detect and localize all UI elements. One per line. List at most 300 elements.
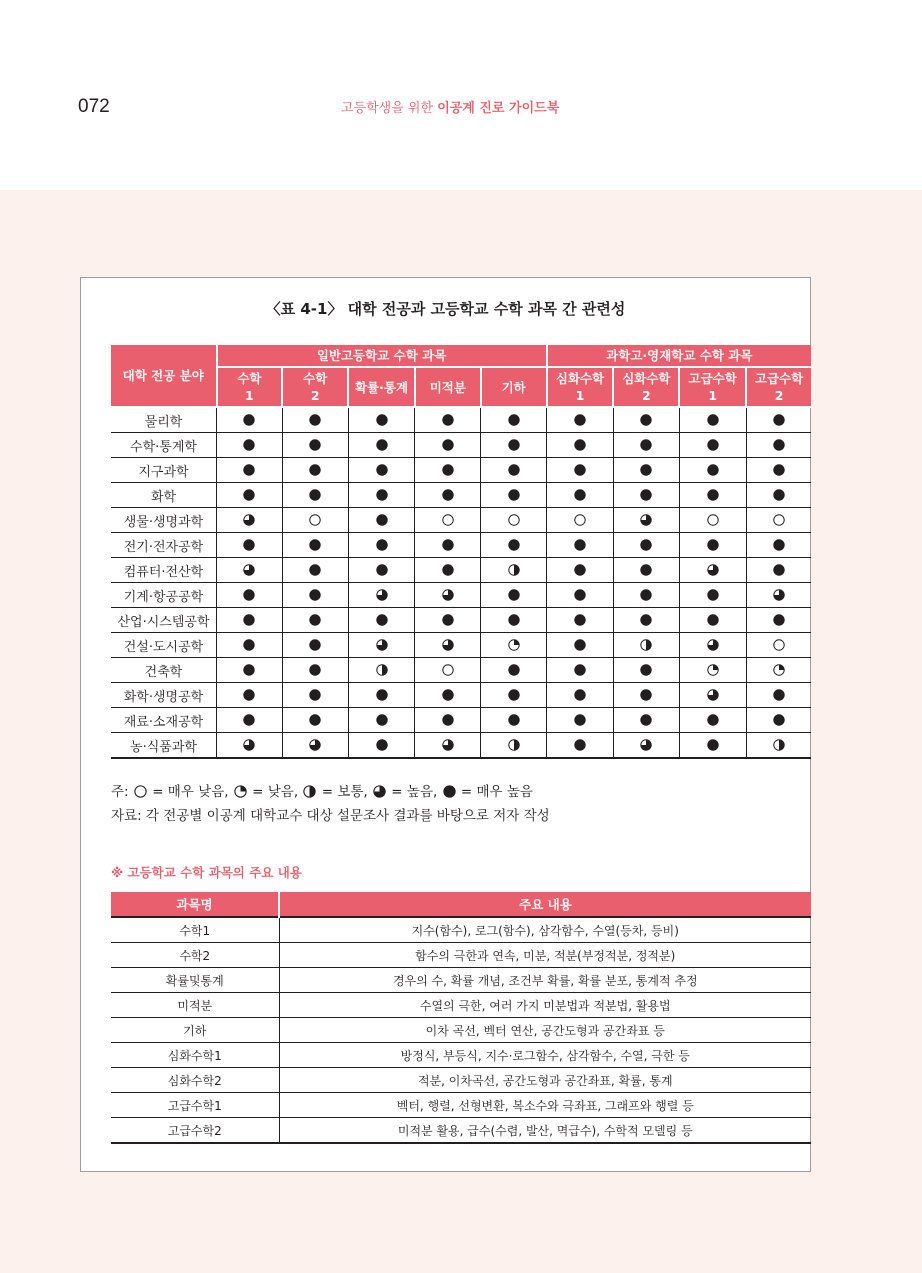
relevance-cell [481,533,547,558]
very-high-filled-circle-icon [640,614,652,626]
relevance-cell [746,458,811,483]
high-three-quarter-circle-icon [243,739,255,751]
legend-label: = 낮음, [252,784,299,800]
major-name: 컴퓨터·전산학 [111,558,217,583]
relevance-cell [481,583,547,608]
low-quarter-circle-icon [707,664,719,676]
very-high-filled-circle-icon [376,514,388,526]
relevance-cell [415,458,481,483]
relevance-cell [415,658,481,683]
very-high-filled-circle-icon [442,689,454,701]
column-header-text: 미적분 [429,379,466,395]
very-high-filled-circle-icon [309,664,321,676]
very-high-filled-circle-icon [442,414,454,426]
table-row [111,993,811,1018]
very-low-circle-icon [574,514,586,526]
very-high-filled-circle-icon [309,414,321,426]
relevance-cell [282,608,348,633]
relevance-cell [415,583,481,608]
relevance-cell [679,558,746,583]
relevance-cell [415,433,481,458]
major-name: 건설·도시공학 [111,633,217,658]
very-low-circle-icon [773,514,785,526]
medium-half-circle-icon [508,739,520,751]
very-high-filled-circle-icon [640,489,652,501]
relevance-cell [282,708,348,733]
relevance-cell [481,733,547,759]
very-high-filled-circle-icon [707,539,719,551]
relevance-cell [746,683,811,708]
relevance-cell [282,733,348,759]
relevance-cell [415,508,481,533]
very-high-filled-circle-icon [243,439,255,451]
very-high-filled-circle-icon [640,564,652,576]
subject-name: 확률및통계 [111,968,279,993]
relevance-cell [547,533,614,558]
relevance-cell [481,608,547,633]
relevance-cell [348,683,415,708]
very-high-filled-circle-icon [773,614,785,626]
high-three-quarter-circle-icon [773,589,785,601]
relevance-cell [613,733,679,759]
relevance-cell [613,708,679,733]
high-three-quarter-circle-icon [640,514,652,526]
relevance-cell [217,458,283,483]
relevance-cell [547,608,614,633]
table-row [111,483,811,508]
very-high-filled-circle-icon [442,439,454,451]
high-three-quarter-circle-icon [243,514,255,526]
low-quarter-circle-icon [773,664,785,676]
relevance-cell [348,483,415,508]
very-high-filled-circle-icon [508,589,520,601]
major-name: 재료·소재공학 [111,708,217,733]
relevance-cell [679,608,746,633]
relevance-cell [679,458,746,483]
relevance-cell [613,407,679,433]
very-high-filled-circle-icon [243,614,255,626]
table-row [111,458,811,483]
relevance-cell [217,608,283,633]
running-head [341,97,559,116]
relevance-cell [348,658,415,683]
relevance-cell [547,683,614,708]
relevance-cell [679,708,746,733]
relevance-cell [746,733,811,759]
relevance-cell [613,433,679,458]
very-high-filled-circle-icon [707,589,719,601]
very-high-filled-circle-icon [309,539,321,551]
column-header-text: 2 [774,388,784,403]
table-row [111,1068,811,1093]
relevance-cell [282,633,348,658]
relevance-cell [348,407,415,433]
very-high-filled-circle-icon [574,414,586,426]
major-name: 지구과학 [111,458,217,483]
legend-label: = 매우 높음 [460,784,533,800]
very-high-filled-circle-icon [376,739,388,751]
very-high-filled-circle-icon [508,614,520,626]
medium-half-circle-icon [508,564,520,576]
group-header-general: 일반고등학교 수학 과목 [217,345,547,367]
relevance-cell [415,407,481,433]
high-three-quarter-circle-icon [376,639,388,651]
very-high-filled-circle-icon [508,714,520,726]
column-header-text: 수학 [237,371,262,386]
low-quarter-circle-icon [234,785,247,798]
very-high-filled-circle-icon [243,714,255,726]
row-header-cell: 대학 전공 분야 [111,345,217,407]
relevance-cell [746,583,811,608]
very-high-filled-circle-icon [508,414,520,426]
column-header-text: 심화수학 [622,371,671,386]
relevance-cell [217,733,283,759]
relevance-cell [679,407,746,433]
very-high-filled-circle-icon [508,664,520,676]
relevance-cell [348,608,415,633]
very-low-circle-icon [707,514,719,526]
very-high-filled-circle-icon [309,489,321,501]
column-header [415,367,481,407]
subject-name: 고급수학2 [111,1118,279,1144]
column-header [547,367,614,407]
very-high-filled-circle-icon [243,539,255,551]
page-number: 072 [78,96,110,117]
relevance-cell [547,633,614,658]
relevance-cell [547,508,614,533]
very-low-circle-icon [773,639,785,651]
relevance-cell [679,508,746,533]
legend-prefix: 주: [111,784,129,800]
table-row [111,1043,811,1068]
very-high-filled-circle-icon [309,589,321,601]
header-content: 주요 내용 [279,892,811,917]
column-header-text: 1 [575,388,585,403]
very-high-filled-circle-icon [243,639,255,651]
header-subject: 과목명 [111,892,279,917]
relevance-cell [679,583,746,608]
subject-name: 심화수학1 [111,1043,279,1068]
relevance-cell [217,508,283,533]
relevance-cell [348,458,415,483]
very-high-filled-circle-icon [243,414,255,426]
relevance-cell [481,407,547,433]
very-high-filled-circle-icon [574,539,586,551]
relevance-cell [481,483,547,508]
very-high-filled-circle-icon [574,614,586,626]
very-high-filled-circle-icon [640,689,652,701]
relevance-cell [547,583,614,608]
medium-half-circle-icon [640,639,652,651]
relevance-cell [613,558,679,583]
table-row [111,608,811,633]
table-row [111,558,811,583]
very-high-filled-circle-icon [309,714,321,726]
relevance-cell [613,483,679,508]
very-high-filled-circle-icon [773,689,785,701]
very-high-filled-circle-icon [443,785,456,798]
section-title: ※ 고등학교 수학 과목의 주요 내용 [111,865,302,880]
relevance-cell [282,508,348,533]
very-high-filled-circle-icon [309,614,321,626]
column-header [613,367,679,407]
table-row [111,943,811,968]
very-low-circle-icon [508,514,520,526]
high-three-quarter-circle-icon [373,785,386,798]
very-high-filled-circle-icon [574,664,586,676]
low-quarter-circle-icon [508,639,520,651]
column-header-text: 고급수학 [754,371,804,386]
very-high-filled-circle-icon [640,714,652,726]
very-high-filled-circle-icon [243,689,255,701]
subject-content: 함수의 극한과 연속, 미분, 적분(부정적분, 정적분) [279,943,811,968]
relevance-cell [217,533,283,558]
major-name: 기계·항공공학 [111,583,217,608]
table-title: 〈표 4-1〉 대학 전공과 고등학교 수학 과목 간 관련성 [265,300,626,318]
very-high-filled-circle-icon [773,414,785,426]
relevance-cell [415,733,481,759]
subject-name: 미적분 [111,993,279,1018]
very-high-filled-circle-icon [442,464,454,476]
very-high-filled-circle-icon [376,689,388,701]
very-high-filled-circle-icon [574,589,586,601]
relevance-cell [217,633,283,658]
column-header-text: 1 [245,388,254,403]
very-high-filled-circle-icon [309,564,321,576]
column-header-text: 1 [708,388,718,403]
relevance-cell [547,407,614,433]
relevance-cell [746,658,811,683]
table-row [111,407,811,433]
relevance-cell [746,433,811,458]
subject-name: 수학1 [111,917,279,943]
very-high-filled-circle-icon [640,539,652,551]
very-high-filled-circle-icon [574,739,586,751]
relevance-cell [547,733,614,759]
very-high-filled-circle-icon [309,439,321,451]
relevance-cell [679,483,746,508]
very-high-filled-circle-icon [508,489,520,501]
major-name: 화학·생명공학 [111,683,217,708]
very-low-circle-icon [134,785,147,798]
subject-content: 방정식, 부등식, 지수·로그함수, 삼각함수, 수열, 극한 등 [279,1043,811,1068]
very-high-filled-circle-icon [773,489,785,501]
very-high-filled-circle-icon [574,714,586,726]
very-high-filled-circle-icon [574,639,586,651]
high-three-quarter-circle-icon [707,639,719,651]
table-row [111,1093,811,1118]
relevance-cell [415,608,481,633]
table-row [111,917,811,943]
relevance-cell [481,433,547,458]
running-head-title: 이공계 진로 가이드북 [437,101,560,116]
very-high-filled-circle-icon [243,664,255,676]
source-note: 자료: 각 전공별 이공계 대학교수 대상 설문조사 결과를 바탕으로 저자 작성 [111,808,550,824]
subject-content: 지수(함수), 로그(함수), 삼각함수, 수열(등차, 등비) [279,917,811,943]
relevance-cell [348,708,415,733]
high-three-quarter-circle-icon [309,739,321,751]
relevance-cell [415,483,481,508]
very-high-filled-circle-icon [376,564,388,576]
column-header-text: 2 [642,388,651,403]
relevance-cell [613,458,679,483]
major-name: 산업·시스템공학 [111,608,217,633]
table-row [111,508,811,533]
relevance-cell [679,633,746,658]
relevance-cell [415,708,481,733]
relevance-cell [481,683,547,708]
subject-name: 수학2 [111,943,279,968]
group-header-science: 과학고·영재학교 수학 과목 [547,345,811,367]
very-high-filled-circle-icon [574,439,586,451]
very-high-filled-circle-icon [508,464,520,476]
very-high-filled-circle-icon [707,614,719,626]
very-high-filled-circle-icon [442,489,454,501]
relevance-cell [217,433,283,458]
relevance-table [111,345,811,759]
very-high-filled-circle-icon [640,439,652,451]
high-three-quarter-circle-icon [243,564,255,576]
column-header [348,367,415,407]
relevance-cell [217,683,283,708]
major-name: 전기·전자공학 [111,533,217,558]
very-high-filled-circle-icon [574,464,586,476]
very-high-filled-circle-icon [773,439,785,451]
major-name: 생물·생명과학 [111,508,217,533]
medium-half-circle-icon [773,739,785,751]
very-high-filled-circle-icon [376,414,388,426]
table-row [111,708,811,733]
table-row [111,658,811,683]
very-high-filled-circle-icon [640,414,652,426]
relevance-cell [746,483,811,508]
relevance-cell [746,508,811,533]
table-row [111,533,811,558]
relevance-cell [415,533,481,558]
relevance-cell [348,558,415,583]
very-high-filled-circle-icon [309,639,321,651]
column-header-text: 수학 [303,371,328,386]
column-header-text: 고급수학 [688,371,737,386]
very-high-filled-circle-icon [243,464,255,476]
very-high-filled-circle-icon [707,464,719,476]
very-high-filled-circle-icon [707,714,719,726]
very-high-filled-circle-icon [376,489,388,501]
relevance-cell [547,558,614,583]
very-high-filled-circle-icon [640,589,652,601]
very-high-filled-circle-icon [442,564,454,576]
subject-content: 미적분 활용, 급수(수렴, 발산, 멱급수), 수학적 모델링 등 [279,1118,811,1144]
relevance-cell [481,658,547,683]
column-header [679,367,746,407]
subject-name: 고급수학1 [111,1093,279,1118]
relevance-cell [679,658,746,683]
subject-content: 적분, 이차곡선, 공간도형과 공간좌표, 확률, 통계 [279,1068,811,1093]
high-three-quarter-circle-icon [707,564,719,576]
relevance-cell [282,483,348,508]
very-high-filled-circle-icon [574,564,586,576]
very-high-filled-circle-icon [707,414,719,426]
relevance-cell [547,658,614,683]
very-low-circle-icon [442,514,454,526]
column-header [282,367,348,407]
relevance-cell [282,583,348,608]
table-row [111,1118,811,1144]
subject-content: 수열의 극한, 여러 가지 미분법과 적분법, 활용법 [279,993,811,1018]
very-high-filled-circle-icon [376,714,388,726]
relevance-cell [746,633,811,658]
relevance-cell [613,683,679,708]
relevance-cell [217,583,283,608]
major-name: 화학 [111,483,217,508]
relevance-cell [348,633,415,658]
relevance-cell [481,633,547,658]
subject-name: 기하 [111,1018,279,1043]
table-row [111,583,811,608]
relevance-cell [282,558,348,583]
relevance-cell [217,483,283,508]
relevance-cell [348,508,415,533]
very-high-filled-circle-icon [442,539,454,551]
relevance-cell [217,558,283,583]
table-row [111,733,811,759]
table-row [111,968,811,993]
relevance-cell [679,433,746,458]
relevance-cell [613,633,679,658]
very-high-filled-circle-icon [376,439,388,451]
major-name: 농·식품과학 [111,733,217,759]
relevance-cell [613,583,679,608]
relevance-cell [547,433,614,458]
column-header [746,367,811,407]
very-high-filled-circle-icon [640,464,652,476]
subject-name: 심화수학2 [111,1068,279,1093]
very-high-filled-circle-icon [376,614,388,626]
high-three-quarter-circle-icon [442,589,454,601]
major-name: 수학·통계학 [111,433,217,458]
major-name: 건축학 [111,658,217,683]
relevance-cell [282,683,348,708]
very-high-filled-circle-icon [773,539,785,551]
relevance-cell [613,533,679,558]
major-name: 물리학 [111,407,217,433]
relevance-cell [217,407,283,433]
relevance-cell [415,633,481,658]
very-high-filled-circle-icon [707,489,719,501]
relevance-cell [613,658,679,683]
table-row [111,433,811,458]
subject-content-table [111,892,811,1144]
relevance-cell [481,508,547,533]
very-high-filled-circle-icon [309,689,321,701]
very-high-filled-circle-icon [442,614,454,626]
relevance-cell [348,583,415,608]
table-row [111,683,811,708]
relevance-cell [746,708,811,733]
very-high-filled-circle-icon [508,439,520,451]
legend-label: = 매우 낮음, [152,784,229,800]
subject-content: 벡터, 행렬, 선형변환, 복소수와 극좌표, 그래프와 행렬 등 [279,1093,811,1118]
relevance-cell [481,458,547,483]
very-low-circle-icon [442,664,454,676]
very-low-circle-icon [309,514,321,526]
relevance-cell [613,508,679,533]
column-header [481,367,547,407]
legend-line [111,780,550,804]
very-high-filled-circle-icon [773,564,785,576]
relevance-cell [217,708,283,733]
relevance-cell [547,708,614,733]
